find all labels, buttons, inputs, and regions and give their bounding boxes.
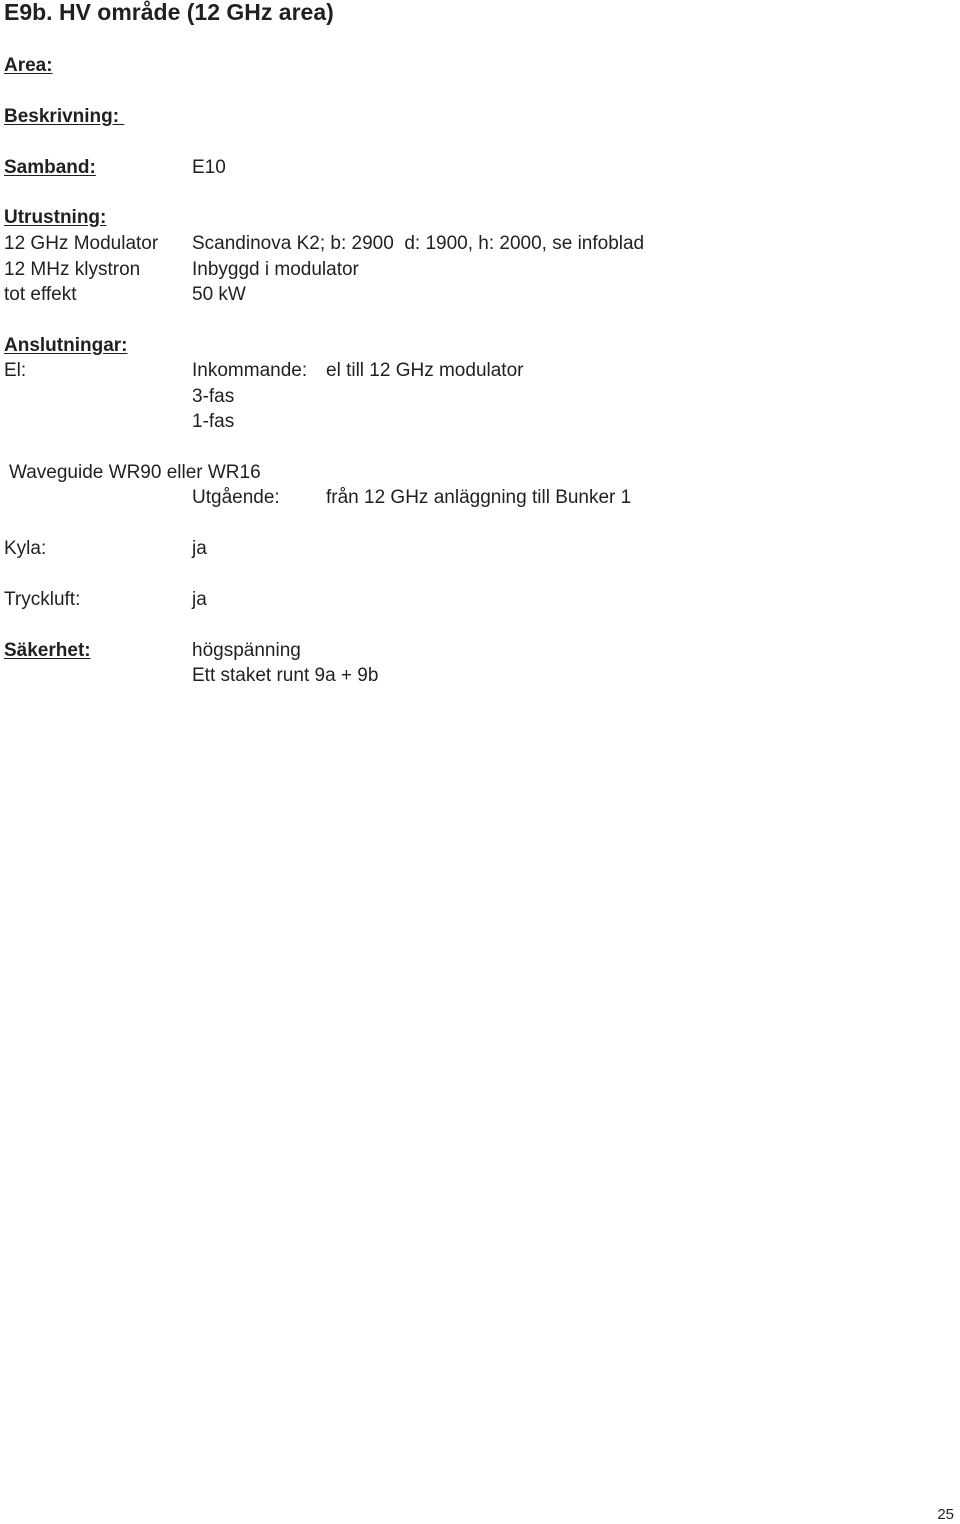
beskrivning-label: Beskrivning: [4, 106, 125, 127]
el-incoming-label: Inkommande: [192, 360, 308, 381]
equipment-value: Inbyggd i modulator [192, 259, 359, 280]
el-phase-line: 3-fas [192, 386, 235, 407]
kyla-value: ja [192, 538, 207, 559]
waveguide-outgoing-value: från 12 GHz anläggning till Bunker 1 [326, 487, 632, 508]
el-label: El: [4, 360, 27, 381]
anslutningar-label: Anslutningar: [4, 335, 128, 356]
utrustning-label: Utrustning: [4, 207, 107, 228]
equipment-value: Scandinova K2; b: 2900 d: 1900, h: 2000, se infoblad [192, 233, 645, 254]
kyla-label: Kyla: [4, 538, 47, 559]
samband-label: Samband: [4, 157, 96, 178]
equipment-value: 50 kW [192, 284, 246, 305]
tryckluft-value: ja [192, 589, 207, 610]
sakerhet-line: högspänning [192, 640, 301, 661]
waveguide-label: Waveguide WR90 eller WR16 [9, 462, 261, 483]
page-title: E9b. HV område (12 GHz area) [4, 0, 334, 25]
page-number: 25 [937, 1506, 954, 1523]
el-incoming-value: el till 12 GHz modulator [326, 360, 524, 381]
tryckluft-label: Tryckluft: [4, 589, 81, 610]
el-phase-line: 1-fas [192, 411, 235, 432]
waveguide-outgoing-label: Utgående: [192, 487, 280, 508]
area-label: Area: [4, 55, 53, 76]
samband-value: E10 [192, 157, 226, 178]
sakerhet-label: Säkerhet: [4, 640, 91, 661]
equipment-name: 12 MHz klystron [4, 259, 141, 280]
equipment-name: tot effekt [4, 284, 77, 305]
sakerhet-line: Ett staket runt 9a + 9b [192, 665, 379, 686]
equipment-name: 12 GHz Modulator [4, 233, 159, 254]
